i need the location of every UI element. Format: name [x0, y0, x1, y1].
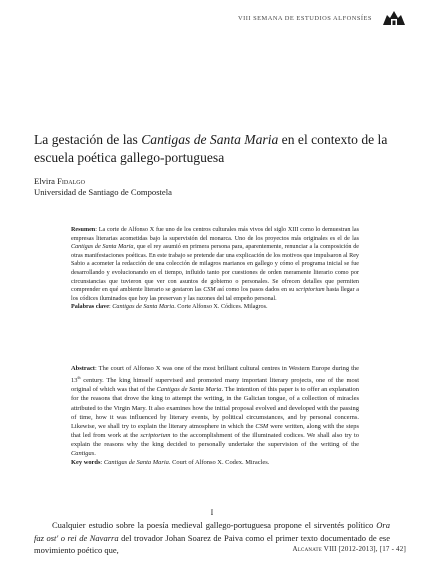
title-part2: en el contexto de la escuela poética gallego-portuguesa	[34, 132, 388, 165]
resumen-text: así como los pasos dados en su	[215, 287, 296, 294]
abstract-sup: th	[77, 375, 81, 381]
resumen-italic: Cantigas de Santa Maria	[71, 244, 134, 251]
abstract-label: Abstract	[71, 365, 95, 372]
author-block	[34, 176, 394, 198]
keywords-text: . Corte Alfonso X. Códices. Milagros.	[174, 304, 268, 311]
resumen-italic: scriptorium	[295, 287, 325, 294]
palabras-clave-label: Palabras clave	[71, 304, 110, 311]
title-italic: Cantigas de Santa Maria	[141, 132, 279, 147]
abstract-italic: scriptorium	[140, 431, 171, 439]
body-italic: Ora faz ost' o rei de Navarra	[34, 520, 390, 543]
keywords-italic: Cantigas de Santa Maria	[112, 304, 175, 311]
abstract-text: century. The king himself supervised and promoted many important literary projects, one of the most original of which was that of the	[71, 377, 359, 394]
author-first: Elvira	[34, 176, 58, 186]
body-text: del trovador Johan Soarez de Paiva como el primer texto documentado de ese movimiento poético que,	[34, 532, 390, 555]
abstract-italic: Cantigas de Santa Maria	[156, 386, 222, 394]
journal-name: Alcanate	[292, 545, 322, 553]
title-part1: La gestación de las	[34, 132, 142, 147]
resumen-text: hasta llegar a los códices iluminados que hoy las preservan y las razones del tal empeño personal.	[71, 287, 359, 302]
author-affiliation: Universidad de Santiago de Compostela	[34, 187, 172, 197]
keywords-label: Key words	[71, 459, 101, 467]
journal-volume: VIII [2012-2013], [17 - 42]	[321, 545, 406, 553]
abstract-text: .	[94, 449, 96, 457]
resumen-italic: CSM	[203, 287, 216, 294]
kw-colon: :	[109, 304, 113, 311]
abstract-text: : The court of Alfonso X was one of the most brilliant cultural centres in Western Europe during the 13	[71, 365, 359, 385]
author-last: Fidalgo	[57, 176, 85, 186]
resumen-label: Resumen	[71, 227, 96, 233]
body-text: Cualquier estudio sobre la poesía medieval gallego-portuguesa propone el sirventés político	[52, 520, 377, 530]
castle-seal-icon	[381, 9, 407, 27]
section-number: I	[210, 508, 214, 517]
abstract-text: to the accomplishment of the illuminated codices. We shall also try to explain the reasons why the king decided to personally undertake the supervision of the writing of the	[71, 431, 359, 448]
resumen-text: : La corte de Alfonso X fue uno de los centros culturales más vivos del siglo XIII como lo demuestran las empresas literarias acometidas bajo la supervisión del monarca. Uno de los proyectos más originales es el de las	[71, 227, 359, 242]
author-name	[34, 176, 394, 187]
keywords-text: . Court of Alfonso X. Codex. Miracles.	[168, 459, 270, 467]
kw-colon: :	[100, 459, 104, 467]
resumen-text: , que el rey asumió en primera persona para, aparentemente, renunciar a la composición de otras manifestaciones poéticas. En este trabajo se pretende dar una explicación de los motivos que impulsaron al Rey Sabio a acometer la redacción de una colección de milagros marianos en gallego y cómo el programa inicial se fue desarrollando y evolucionando en el tiempo, influido tanto por cuestiones de orden meramente literario como por circunstancias que tuvieron que ver con asuntos de gobierno o personales. Se ofrecen detalles que permiten comprender en qué ambiente literario se gestaron las	[71, 244, 360, 294]
abstract-italic: Cantigas	[71, 449, 95, 457]
resumen-block	[71, 226, 359, 312]
article-title	[34, 131, 394, 167]
abstract-text: were written, along with the steps that led from work at the	[71, 422, 359, 439]
abstract-italic: CSM	[255, 422, 269, 430]
keywords-italic: Cantigas de Santa Maria	[103, 459, 169, 467]
abstract-block	[71, 364, 359, 467]
page-footer	[293, 545, 406, 553]
abstract-text: . The intention of this paper is to offer an explanation for the reasons that drove the king to attempt the writing, in the Galician tongue, of a collection of miracles attributed to the Virgin Mary. It also examines how the initial proposal evolved and developed with the passing of time, how it was influenced by literary events, by political circumstances, and by personal concerns. Likewise, we shall try to explain the literary atmosphere in which the	[71, 386, 359, 430]
running-header: VIII SEMANA DE ESTUDIOS ALFONSÍES	[237, 15, 372, 22]
